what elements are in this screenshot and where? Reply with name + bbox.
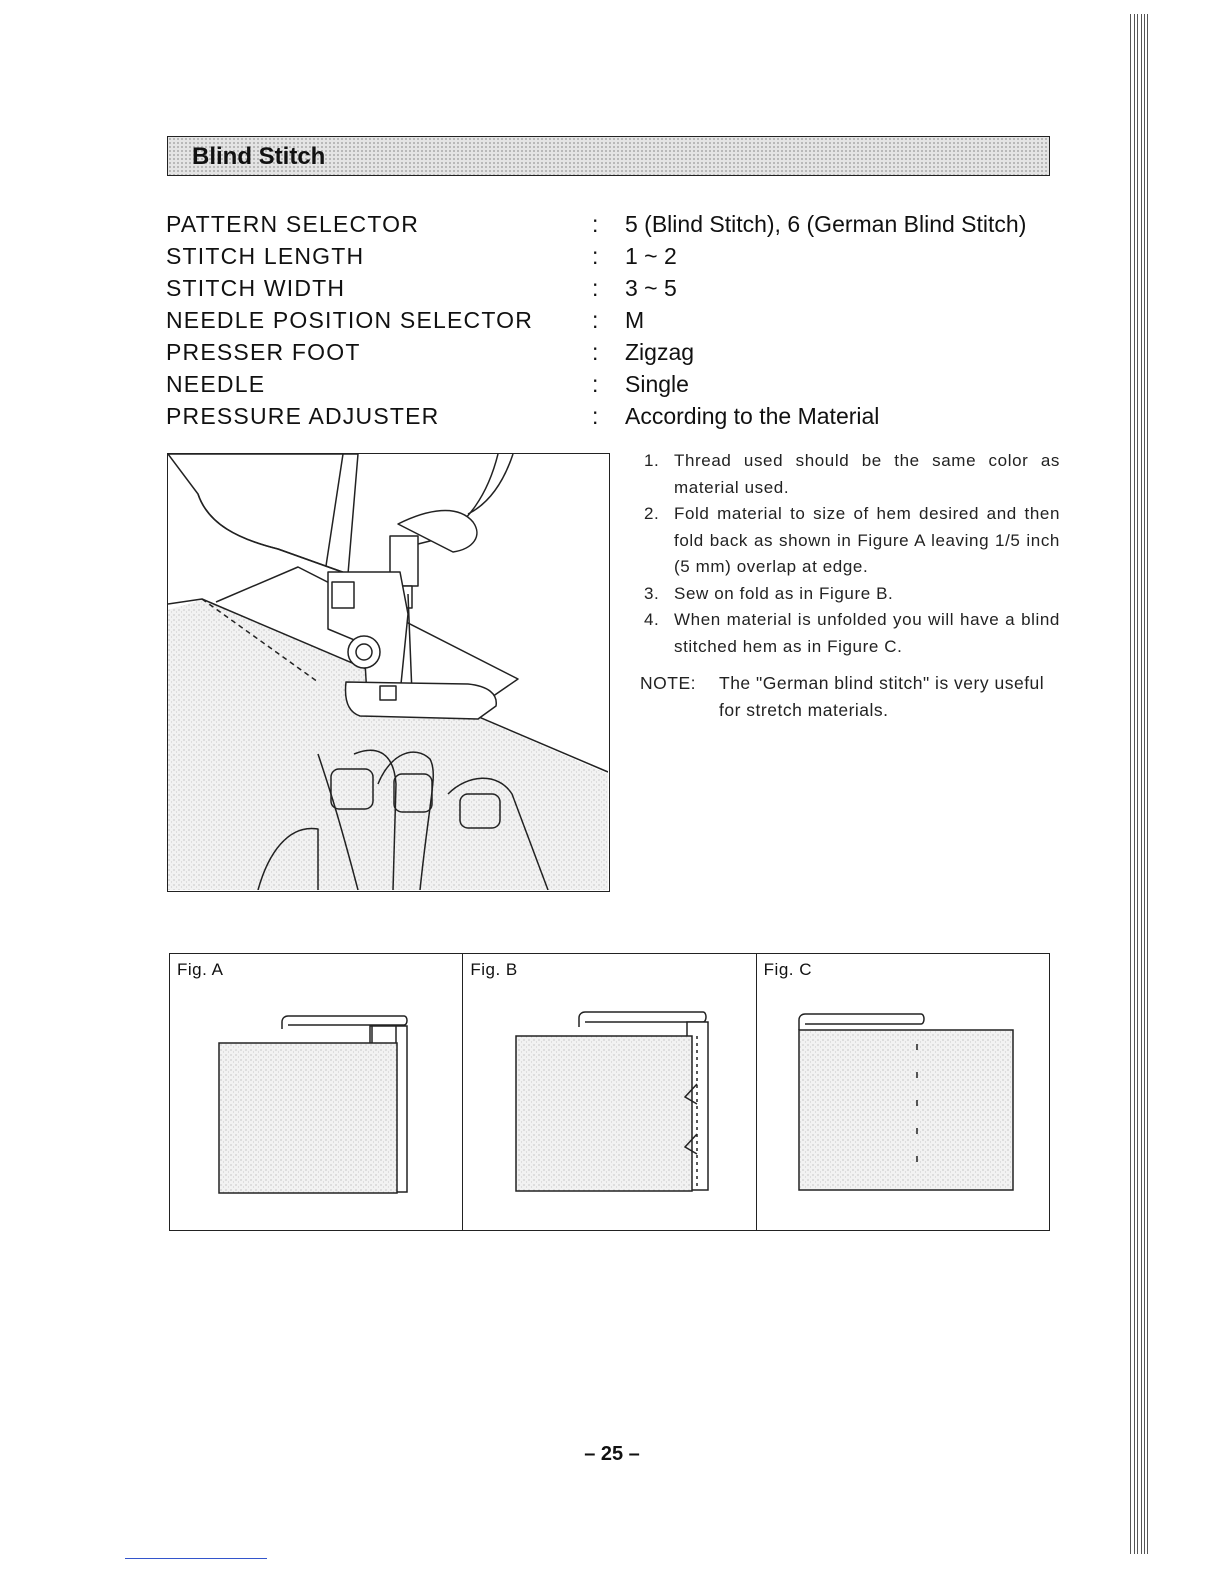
setting-label: PRESSURE ADJUSTER bbox=[166, 403, 440, 429]
setting-value: M bbox=[625, 307, 645, 333]
setting-row bbox=[166, 304, 1066, 336]
setting-value: 1 ~ 2 bbox=[625, 243, 677, 269]
setting-row bbox=[166, 400, 1066, 432]
note bbox=[640, 670, 1060, 723]
setting-label: NEEDLE POSITION SELECTOR bbox=[166, 307, 534, 333]
settings-list bbox=[166, 208, 1066, 432]
figure-label: Fig. B bbox=[470, 960, 518, 979]
figure-panel-b bbox=[462, 954, 755, 1230]
figure-panel-a bbox=[170, 954, 462, 1230]
step-number: 4. bbox=[644, 610, 660, 629]
setting-label: STITCH WIDTH bbox=[166, 275, 346, 301]
step-text: Sew on fold as in Figure B. bbox=[674, 583, 894, 603]
step-text: Thread used should be the same color as material used. bbox=[674, 451, 1060, 497]
step-number: 3. bbox=[644, 583, 660, 603]
setting-colon: : bbox=[592, 339, 599, 365]
sewing-machine-illustration bbox=[167, 453, 610, 892]
note-text: The "German blind stitch" is very useful for stretch materials. bbox=[719, 673, 1045, 720]
setting-row bbox=[166, 272, 1066, 304]
step-text: When material is unfolded you will have a blind stitched hem as in Figure C. bbox=[674, 610, 1060, 656]
step-number: 1. bbox=[644, 451, 660, 470]
setting-colon: : bbox=[592, 211, 599, 237]
page-number: – 25 – bbox=[584, 1443, 640, 1465]
setting-row bbox=[166, 240, 1066, 272]
instructions-list bbox=[640, 448, 1060, 723]
setting-value: According to the Material bbox=[625, 403, 880, 429]
binding-edge bbox=[1128, 14, 1150, 1554]
setting-label: STITCH LENGTH bbox=[166, 243, 365, 269]
folded-fabric-icon bbox=[170, 954, 462, 1230]
step-text: Fold material to size of hem desired and then fold back as shown in Figure A leaving 1/5 inch (5 mm) overlap at edge. bbox=[674, 504, 1060, 576]
instruction-step bbox=[640, 448, 1060, 501]
setting-value: Zigzag bbox=[625, 339, 695, 365]
step-number: 2. bbox=[644, 504, 660, 523]
instruction-step bbox=[640, 607, 1060, 660]
setting-label: NEEDLE bbox=[166, 371, 266, 397]
bottom-rule bbox=[125, 1558, 267, 1559]
setting-row bbox=[166, 208, 1066, 240]
setting-row bbox=[166, 368, 1066, 400]
setting-colon: : bbox=[592, 243, 599, 269]
note-label: NOTE: bbox=[640, 673, 696, 693]
figure-label: Fig. C bbox=[763, 960, 812, 979]
instruction-step bbox=[640, 501, 1060, 581]
figure-label: Fig. A bbox=[177, 960, 224, 979]
setting-label: PATTERN SELECTOR bbox=[166, 211, 420, 237]
figure-row bbox=[169, 953, 1050, 1231]
section-title: Blind Stitch bbox=[192, 143, 326, 170]
setting-colon: : bbox=[592, 403, 599, 429]
setting-colon: : bbox=[592, 307, 599, 333]
setting-colon: : bbox=[592, 371, 599, 397]
setting-row bbox=[166, 336, 1066, 368]
section-title-bar bbox=[167, 136, 1050, 176]
setting-colon: : bbox=[592, 275, 599, 301]
figure-panel-c bbox=[756, 954, 1049, 1230]
instruction-step bbox=[640, 581, 1060, 608]
setting-label: PRESSER FOOT bbox=[166, 339, 361, 365]
setting-value: Single bbox=[625, 371, 689, 397]
stitched-fold-icon bbox=[463, 954, 755, 1230]
unfolded-hem-icon bbox=[757, 954, 1049, 1230]
setting-value: 3 ~ 5 bbox=[625, 275, 677, 301]
setting-value: 5 (Blind Stitch), 6 (German Blind Stitch) bbox=[625, 211, 1027, 237]
